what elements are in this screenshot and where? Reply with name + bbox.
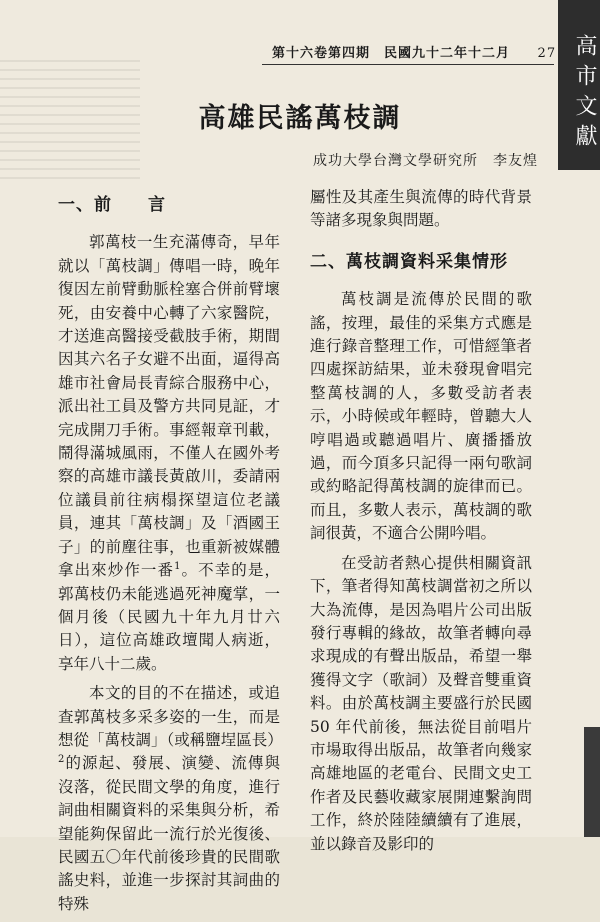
article-title: 高雄民謠萬枝調	[198, 103, 402, 134]
paragraph: 萬枝調是流傳於民間的歌謠，按理，最佳的采集方式應是進行錄音整理工作，可惜經筆者四處探訪結果，並未發現會唱完整萬枝調的人，多數受訪者表示，小時候或年輕時，曾聽大人哼唱過或聽過唱片、廣播播放過，而今頂多只記得一兩句歌詞或約略記得萬枝調的旋律而已。而且，多數人表示，萬枝調的歌詞很黃，不適合公開吟唱。	[310, 290, 532, 543]
paragraph: 在受訪者熱心提供相關資訊下，筆者得知萬枝調當初之所以大為流傳，是因為唱片公司出版發行專輯的緣故，故筆者轉向尋求現成的有聲出版品，希望一舉獲得文字（歌詞）及聲音雙重資料。由於萬枝調主要盛行於民國 50 年代前後，無法從目前唱片市場取得出版品，故筆者向幾家高雄地區的老電台、民間文史工作者及民藝收藏家展開連繫詢問工作，終於陸陸續續有了進展，並以錄音及影印的	[310, 553, 532, 853]
paragraph: 本文的目的不在描述，或追查郭萬枝多采多姿的一生，而是想從「萬枝調」（或稱鹽埕區長）$^2$的源起、發展、演變、流傳與沒落，從民間文學的角度，進行詞曲相關資料的采集與分析，希望能夠保留此一流行於光復後、民國五〇年代前後珍貴的民間歌謠史料，並進一步探討其詞曲的特殊	[58, 684, 283, 913]
footnote-ref: 2	[58, 754, 65, 766]
left-column	[58, 186, 283, 922]
section-heading-2: 二、萬枝調資料采集情形	[310, 251, 508, 272]
page-number: 27	[537, 46, 557, 61]
section-heading-1: 一、前 言	[58, 195, 166, 215]
running-header-text: 第十六卷第四期 民國九十二年十二月	[272, 46, 511, 61]
footnote-ref: 1	[174, 560, 181, 572]
author-affiliation: 成功大學台灣文學研究所 李友煌	[313, 153, 538, 169]
right-column	[310, 186, 532, 862]
paragraph: 郭萬枝一生充滿傳奇，早年就以「萬枝調」傳唱一時，晚年復因左前臂動脈栓塞合併前臂壞死，由安養中心轉了六家醫院，才送進高醫接受截肢手術，期間因其六名子女避不出面，逼得高雄市社會局長青綜合服務中心，派出社工員及警方共同見証，才完成開刀手術。事經報章刊載，鬧得滿城風雨，不僅人在國外考察的高雄市議長黃啟川，委請兩位議員前往病榻探望這位老議員，連其「萬枝調」及「酒國王子」的前塵往事，也重新被媒體拿出來炒作一番$^1$。不幸的是，郭萬枝仍未能逃過死神魔掌，一個月後（民國九十年九月廿六日），這位高雄政壇聞人病逝，享年八十二歲。	[58, 233, 280, 673]
header-rule	[262, 64, 554, 65]
paragraph-continued: 屬性及其產生與流傳的時代背景等諸多現象與問題。	[310, 188, 532, 230]
running-header	[272, 42, 556, 61]
page-edge-shadow	[584, 727, 600, 837]
journal-side-tab: 高市文獻	[558, 0, 600, 170]
